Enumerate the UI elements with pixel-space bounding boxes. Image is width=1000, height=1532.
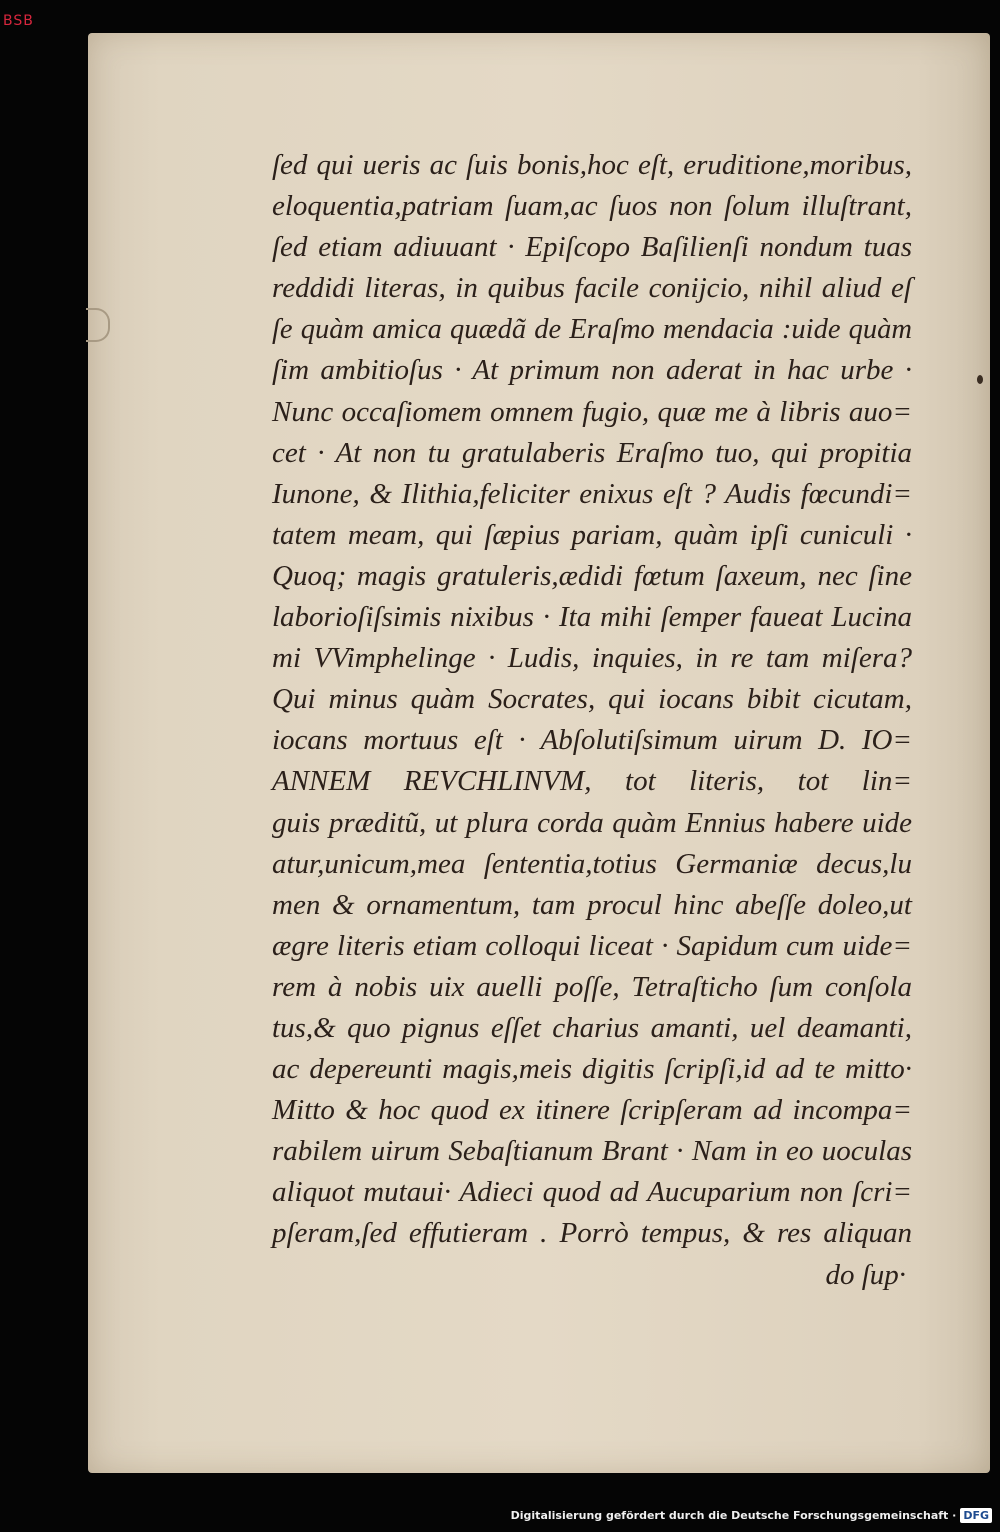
text-line: Quoq; magis gratuleris,ædidi fœtum ſaxeum, nec ſine	[272, 559, 912, 592]
text-line: ægre literis etiam colloqui liceat · Sapidum cum uide=	[272, 929, 912, 962]
page-text-block	[272, 145, 912, 1296]
page-edge-notch	[86, 308, 110, 342]
text-line: ac depereunti magis,meis digitis ſcripſi,id ad te mitto·	[272, 1053, 912, 1086]
catchword-line: do ſup·	[825, 1258, 906, 1291]
text-line: ANNEM REVCHLINVM, tot literis, tot lin=	[272, 765, 912, 798]
text-line: guis præditũ, ut plura corda quàm Ennius habere uide	[272, 806, 912, 839]
text-line: pſeram,ſed effutieram . Porrò tempus, & res aliquan	[272, 1217, 912, 1250]
credit-text: Digitalisierung gefördert durch die Deutsche Forschungsgemeinschaft ·	[510, 1509, 957, 1522]
text-line: eloquentia,patriam ſuam,ac ſuos non ſolum illuſtrant,	[272, 190, 912, 223]
text-line: laborioſiſsimis nixibus · Ita mihi ſemper faueat Lucina	[272, 601, 912, 634]
text-line: rabilem uirum Sebaſtianum Brant · Nam in eo uoculas	[272, 1135, 912, 1168]
text-line: Mitto & hoc quod ex itinere ſcripſeram ad incompa=	[272, 1094, 912, 1127]
text-line: Nunc occaſiomem omnem fugio, quæ me à libris auo=	[272, 395, 912, 428]
text-line: ſe quàm amica quædã de Eraſmo mendacia :uide quàm	[272, 314, 912, 346]
text-line: ſed etiam adiuuant · Epiſcopo Baſilienſi nondum tuas	[272, 231, 912, 264]
text-line: atur,unicum,mea ſententia,totius Germaniæ decus,lu	[272, 847, 912, 880]
text-line: rem à nobis uix auelli poſſe, Tetraſticho ſum conſola	[272, 970, 912, 1003]
text-line: mi VVimphelinge · Ludis, inquies, in re tam miſera?	[272, 642, 912, 675]
text-line: aliquot mutaui· Adieci quod ad Aucuparium non ſcri=	[272, 1176, 912, 1209]
text-line: ſed qui ueris ac ſuis bonis,hoc eſt, eruditione,moribus,	[272, 149, 912, 181]
text-line: Qui minus quàm Socrates, qui iocans bibit cicutam,	[272, 683, 912, 716]
text-line: cet · At non tu gratulaberis Eraſmo tuo, qui propitia	[272, 436, 912, 469]
text-line: men & ornamentum, tam procul hinc abeſſe doleo,ut	[272, 888, 912, 921]
text-line: iocans mortuus eſt · Abſolutiſsimum uirum D. IO=	[272, 724, 912, 757]
text-line: ſim ambitioſus · At primum non aderat in hac urbe ·	[272, 354, 912, 387]
text-line: reddidi literas, in quibus facile conijcio, nihil aliud eſ	[272, 272, 912, 305]
text-line: tus,& quo pignus eſſet charius amanti, uel deamanti,	[272, 1011, 912, 1044]
margin-ink-mark	[977, 375, 983, 384]
dfg-logo: DFG	[960, 1508, 992, 1523]
digitization-credit	[511, 1508, 992, 1523]
text-line: tatem meam, qui ſæpius pariam, quàm ipſi cuniculi ·	[272, 518, 912, 551]
bsb-library-logo: BSB	[3, 13, 34, 29]
text-line: Iunone, & Ilithia,feliciter enixus eſt ? Audis fœcundi=	[272, 477, 912, 510]
